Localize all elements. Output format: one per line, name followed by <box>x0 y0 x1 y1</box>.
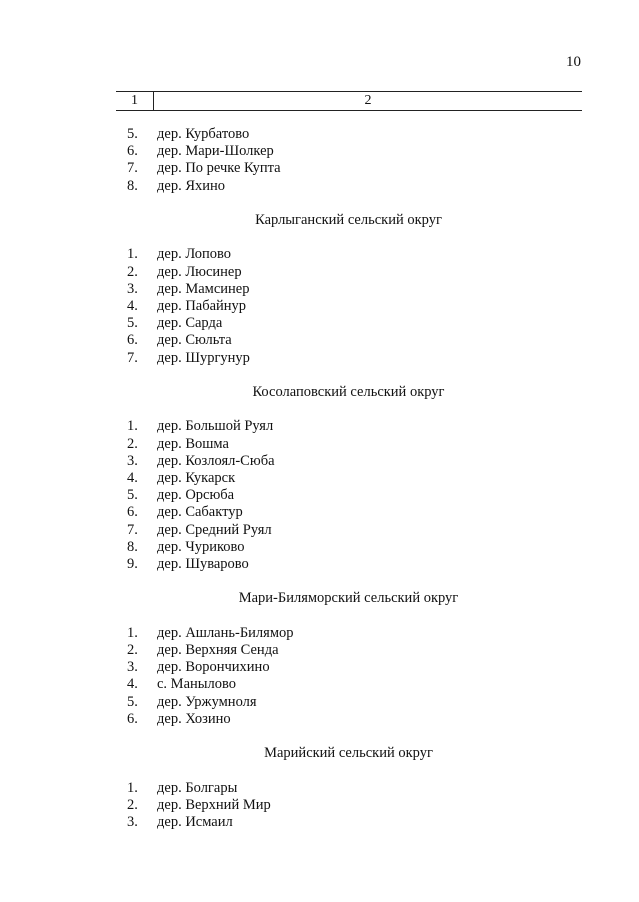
list-item <box>127 178 582 195</box>
item-number: 7. <box>127 349 138 366</box>
list-item <box>127 487 582 504</box>
item-number: 2. <box>127 796 138 813</box>
table-column-header <box>116 91 582 111</box>
item-number: 7. <box>127 160 138 177</box>
item-number: 6. <box>127 504 138 521</box>
village-list <box>127 418 582 573</box>
item-number: 3. <box>127 452 138 469</box>
item-text: дер. Болгары <box>157 779 238 796</box>
section-mariysky <box>127 745 582 831</box>
village-list <box>127 780 582 832</box>
item-number: 6. <box>127 332 138 349</box>
list-item <box>127 315 582 332</box>
item-text: дер. Сюльта <box>157 332 232 349</box>
list-item <box>127 642 582 659</box>
item-text: дер. Большой Руял <box>157 418 274 435</box>
item-text: дер. Мамсинер <box>157 280 250 297</box>
item-text: дер. Сабактур <box>157 504 243 521</box>
section-title: Мари-Биляморский сельский округ <box>238 590 459 607</box>
item-text: дер. Хозино <box>157 710 231 727</box>
list-item <box>127 659 582 676</box>
item-number: 6. <box>127 143 138 160</box>
list-item <box>127 470 582 487</box>
item-number: 4. <box>127 676 138 693</box>
item-number: 8. <box>127 538 138 555</box>
section-karlygansky <box>127 212 582 367</box>
list-item <box>127 522 582 539</box>
item-number: 2. <box>127 435 138 452</box>
list-item <box>127 281 582 298</box>
item-number: 1. <box>127 246 138 263</box>
item-number: 7. <box>127 521 138 538</box>
item-number: 5. <box>127 693 138 710</box>
list-item <box>127 143 582 160</box>
item-number: 1. <box>127 418 138 435</box>
list-item <box>127 126 582 143</box>
item-text: дер. Козлоял-Сюба <box>157 452 275 469</box>
list-item <box>127 453 582 470</box>
item-number: 4. <box>127 470 138 486</box>
page-number: 10 <box>566 54 581 70</box>
item-text: дер. Средний Руял <box>157 521 272 538</box>
document-body <box>127 126 582 831</box>
section-title: Марийский сельский округ <box>264 744 433 761</box>
column-2-header: 2 <box>364 93 372 108</box>
list-item <box>127 556 582 573</box>
item-text: дер. Шургунур <box>157 349 250 366</box>
village-list <box>127 246 582 366</box>
list-item <box>127 676 582 693</box>
list-item <box>127 814 582 831</box>
list-item <box>127 780 582 797</box>
item-text: дер. Пабайнур <box>157 298 247 314</box>
item-text: дер. По речке Купта <box>157 160 281 177</box>
item-number: 9. <box>127 555 138 572</box>
list-item <box>127 264 582 281</box>
section-title: Косолаповский сельский округ <box>252 383 445 400</box>
list-item <box>127 418 582 435</box>
item-number: 1. <box>127 779 138 796</box>
list-item <box>127 539 582 556</box>
item-number: 2. <box>127 263 138 280</box>
item-number: 5. <box>127 315 138 332</box>
item-text: дер. Уржумноля <box>157 693 257 710</box>
item-number: 3. <box>127 280 138 297</box>
item-number: 5. <box>127 487 138 504</box>
item-number: 4. <box>127 298 138 314</box>
item-number: 8. <box>127 177 138 194</box>
item-text: дер. Ашлань-Билямор <box>157 624 294 641</box>
item-text: дер. Сарда <box>157 315 223 332</box>
item-text: дер. Вошма <box>157 435 229 452</box>
list-item <box>127 298 582 315</box>
item-text: дер. Исмаил <box>157 814 233 830</box>
village-list <box>127 625 582 728</box>
intro-list <box>127 126 582 195</box>
column-1-header: 1 <box>116 92 154 110</box>
section-kosolapovsky <box>127 384 582 573</box>
list-item <box>127 160 582 177</box>
item-number: 3. <box>127 814 138 830</box>
item-text: дер. Верхняя Сенда <box>157 642 279 658</box>
item-text: дер. Ворончихино <box>157 659 270 676</box>
list-item <box>127 797 582 814</box>
list-item <box>127 711 582 728</box>
list-item <box>127 246 582 263</box>
list-item <box>127 332 582 349</box>
list-item <box>127 350 582 367</box>
list-item <box>127 694 582 711</box>
section-mari-bilyamorsky <box>127 590 582 728</box>
item-text: дер. Шуварово <box>157 555 249 572</box>
item-text: дер. Верхний Мир <box>157 796 271 813</box>
item-text: с. Манылово <box>157 676 236 693</box>
item-text: дер. Мари-Шолкер <box>157 143 274 160</box>
item-number: 2. <box>127 642 138 658</box>
item-text: дер. Кукарск <box>157 470 236 486</box>
item-number: 5. <box>127 126 138 142</box>
section-title: Карлыганский сельский округ <box>255 211 442 228</box>
item-number: 6. <box>127 710 138 727</box>
list-item <box>127 436 582 453</box>
item-text: дер. Орсюба <box>157 487 235 504</box>
item-number: 1. <box>127 624 138 641</box>
list-item <box>127 504 582 521</box>
item-text: дер. Яхино <box>157 177 226 194</box>
item-number: 3. <box>127 659 138 676</box>
item-text: дер. Чуриково <box>157 538 245 555</box>
list-item <box>127 625 582 642</box>
item-text: дер. Курбатово <box>157 126 250 142</box>
item-text: дер. Лопово <box>157 246 232 263</box>
item-text: дер. Люсинер <box>157 263 242 280</box>
